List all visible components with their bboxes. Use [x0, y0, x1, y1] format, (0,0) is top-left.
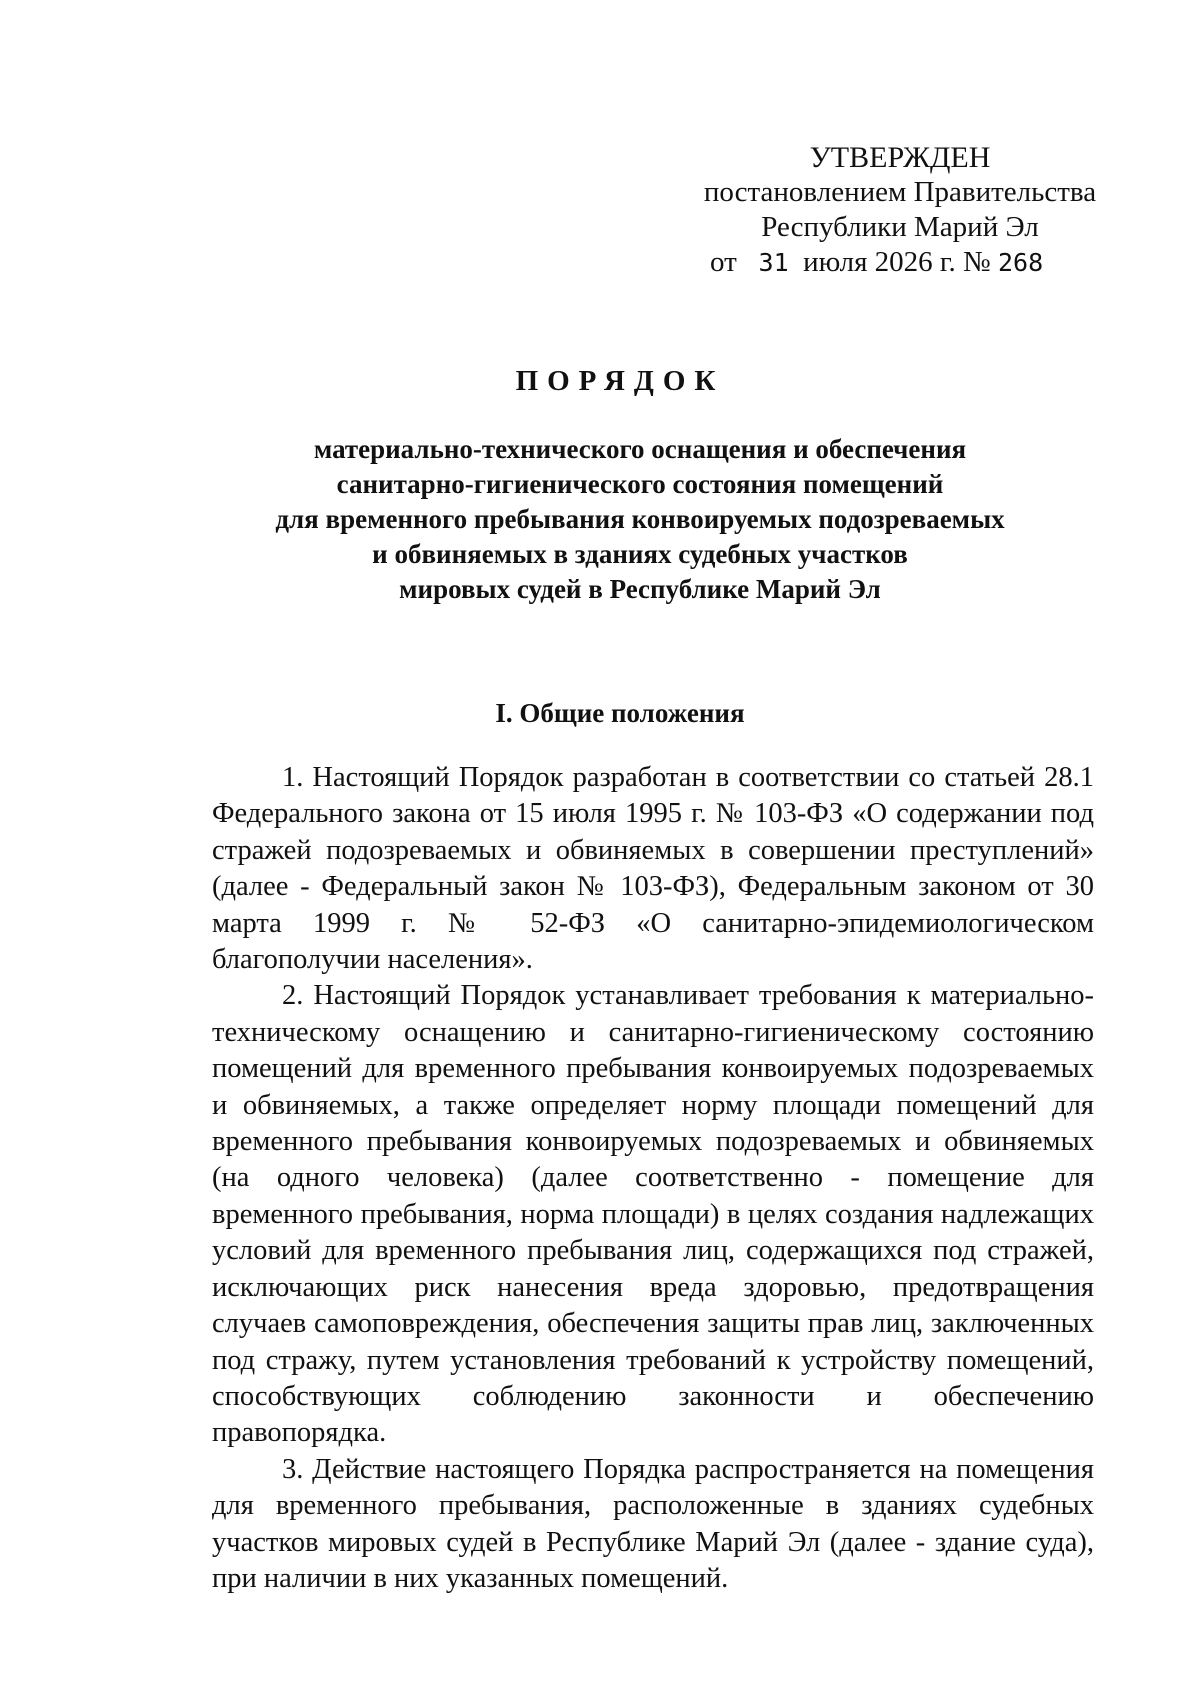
body-text: [212, 760, 1094, 1597]
date-prefix: от: [710, 246, 737, 278]
republic-line: Республики Марий Эл: [761, 211, 1039, 243]
approval-stamp: [700, 140, 1100, 280]
by-decree-line: постановлением Правительства: [703, 176, 1097, 208]
subtitle-line: для временного пребывания конвоируемых подозреваемых: [275, 504, 1005, 534]
approved-word: УТВЕРЖДЕН: [809, 141, 991, 174]
paragraph-1: 1. Настоящий Порядок разработан в соответствии со статьей 28.1 Федерального закона от 15 июля 1995 г. № 103-ФЗ «О содержании под стражей подозреваемых и обвиняемых в совершении преступлений» (далее - Федеральный закон № 103-ФЗ), Федеральным законом от 30 марта 1999 г. № 52-ФЗ «О санитарно-эпидемиологическом благополучии населения».: [212, 762, 1094, 976]
section-heading: I. Общие положения: [495, 698, 745, 728]
decree-month-year: июля 2026 г. №: [803, 246, 991, 278]
paragraph-2: 2. Настоящий Порядок устанавливает требования к материально-техническому оснащению и санитарно-гигиеническому состоянию помещений для временного пребывания конвоируемых подозреваемых и обвиняемых, а также определяет норму площади помещений для временного пребывания конвоируемых подозреваемых и обвиняемых (на одного человека) (далее соответственно - помещение для временного пребывания, норма площади) в целях создания надлежащих условий для временного пребывания лиц, содержащихся под стражей, исключающих риск нанесения вреда здоровью, предотвращения случаев самоповреждения, обеспечения защиты прав лиц, заключенных под стражу, путем установления требований к устройству помещений, способствующих соблюдению законности и обеспечению правопорядка.: [212, 980, 1094, 1449]
document-subtitle: [240, 432, 1040, 607]
subtitle-line: материально-технического оснащения и обеспечения: [313, 434, 967, 464]
decree-number: 268: [997, 248, 1044, 277]
document-title: ПОРЯДОК: [515, 365, 725, 397]
decree-day: 31: [758, 248, 789, 277]
decree-date-line: [700, 245, 1100, 280]
subtitle-line: санитарно-гигиенического состояния помещений: [336, 469, 944, 499]
paragraph-3: 3. Действие настоящего Порядка распространяется на помещения для временного пребывания, расположенные в зданиях судебных участков мировых судей в Республике Марий Эл (далее - здание суда), при наличии в них указанных помещений.: [212, 1453, 1094, 1594]
subtitle-line: и обвиняемых в зданиях судебных участков: [372, 539, 908, 569]
subtitle-line: мировых судей в Республике Марий Эл: [399, 574, 881, 604]
